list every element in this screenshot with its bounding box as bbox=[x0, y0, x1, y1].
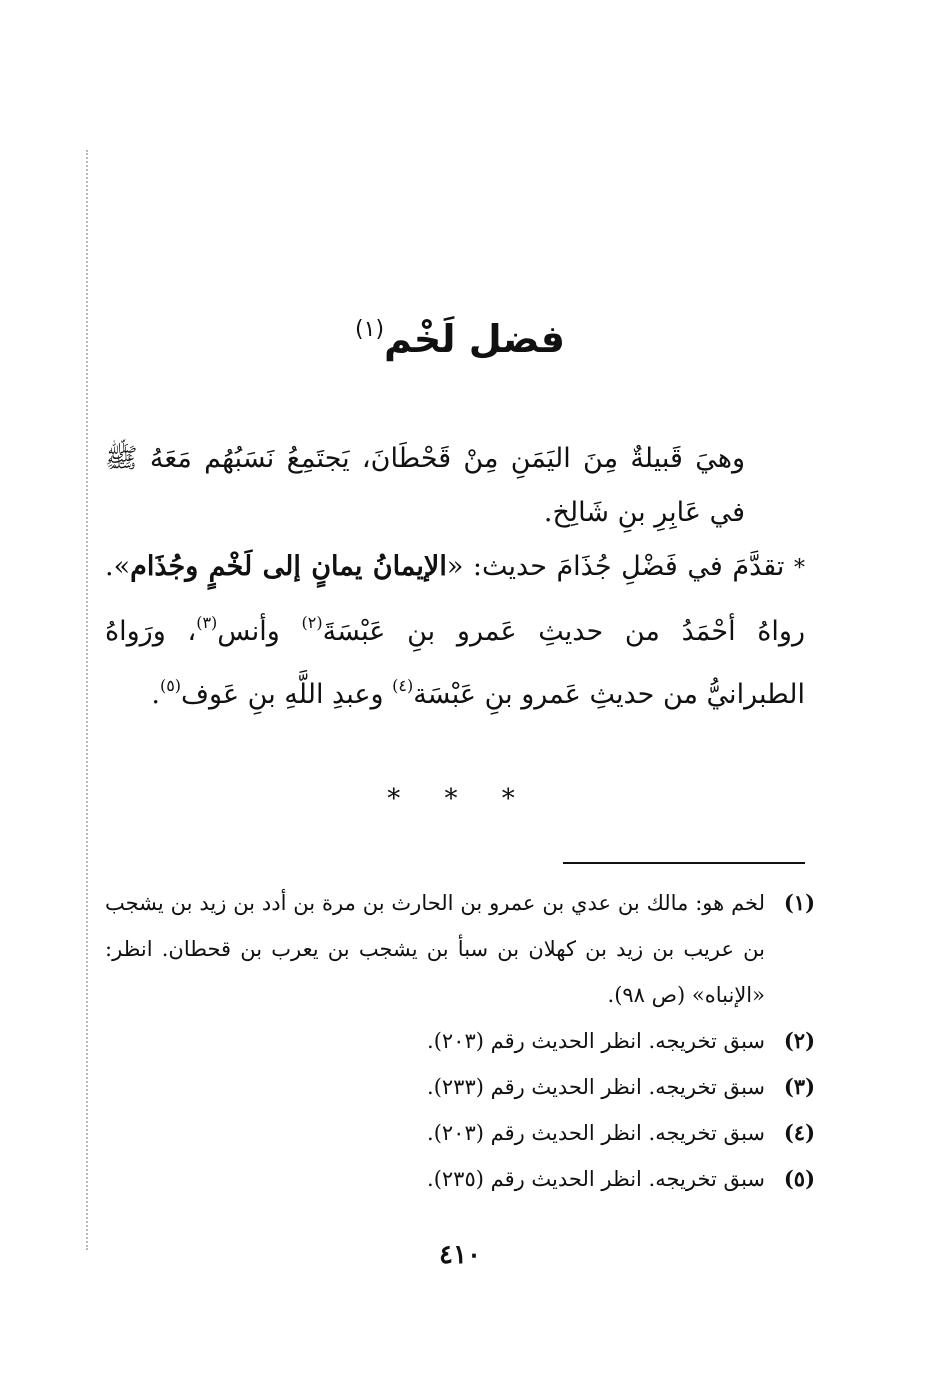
hadith-tabarani: ، ورَواهُ الطبرانيُّ من حديثِ عَمرو بنِ عَبْسَة bbox=[105, 616, 805, 710]
footnote-rule bbox=[563, 862, 805, 864]
footnote-number: (٣) bbox=[783, 1074, 815, 1099]
book-page bbox=[105, 0, 815, 1375]
scan-edge-dotted-line bbox=[86, 150, 88, 1250]
footnote-ref-5: (٥) bbox=[159, 676, 182, 695]
footnote-4 bbox=[105, 1110, 815, 1156]
body-text bbox=[105, 432, 815, 722]
footnote-number: (٥) bbox=[783, 1166, 815, 1191]
intro-line-2: في عَابِرِ بنِ شَالِخ. bbox=[543, 497, 745, 528]
footnote-3 bbox=[105, 1064, 815, 1110]
asterisk-marker: * bbox=[793, 556, 805, 581]
footnote-text: لخم هو: مالك بن عدي بن عمرو بن الحارث بن مرة بن أدد بن زيد بن يشجب بن عريب بن زيد بن كهلان بن سبأ بن يشجب بن يعرب بن قحطان. انظر: «الإنباه» (ص ٩٨). bbox=[105, 891, 765, 1007]
hadith-close: ». رواهُ أحْمَدُ من حديثِ عَمرو بنِ عَبْسَةَ bbox=[105, 551, 806, 647]
intro-paragraph bbox=[105, 432, 815, 540]
hadith-lead: تقدَّمَ في فَضْلِ جُذَامَ حديث: « bbox=[446, 551, 785, 582]
title-footnote-ref: (١) bbox=[355, 317, 385, 342]
hadith-quote: الإيمانُ يمانٍ إلى لَخْمٍ وجُذَام bbox=[130, 551, 447, 582]
footnote-2 bbox=[105, 1018, 815, 1064]
footnote-1 bbox=[105, 880, 815, 1018]
hadith-end: . bbox=[151, 679, 160, 710]
footnote-number: (٤) bbox=[783, 1120, 815, 1145]
page-number: ٤١٠ bbox=[439, 1240, 481, 1270]
footnote-text: سبق تخريجه. انظر الحديث رقم (٢٠٣). bbox=[427, 1121, 765, 1145]
footnote-number: (١) bbox=[783, 890, 815, 915]
section-separator: * * * bbox=[387, 784, 533, 814]
footnote-ref-2: (٢) bbox=[301, 613, 323, 632]
footnote-text: سبق تخريجه. انظر الحديث رقم (٢٣٥). bbox=[427, 1167, 765, 1191]
footnotes bbox=[105, 880, 815, 1202]
page-title bbox=[105, 300, 815, 369]
title-text: فضل لَخْم bbox=[384, 317, 565, 361]
hadith-and-anas: وأنس bbox=[217, 616, 302, 647]
footnote-number: (٢) bbox=[783, 1028, 815, 1053]
footnote-5 bbox=[105, 1156, 815, 1202]
footnote-ref-4: (٤) bbox=[392, 676, 414, 695]
hadith-abdullah: وعبدِ اللَّهِ بنِ عَوف bbox=[181, 679, 393, 710]
hadith-paragraph bbox=[105, 540, 815, 722]
footnote-ref-3: (٣) bbox=[196, 613, 218, 632]
footnote-text: سبق تخريجه. انظر الحديث رقم (٢٣٣). bbox=[427, 1075, 765, 1099]
footnote-text: سبق تخريجه. انظر الحديث رقم (٢٠٣). bbox=[427, 1029, 765, 1053]
intro-line-1: وهيَ قَبيلةٌ مِنَ اليَمَنِ مِنْ قَحْطَانَ، يَجتَمِعُ نَسَبُهُم مَعَهُ ﷺ bbox=[105, 443, 745, 474]
